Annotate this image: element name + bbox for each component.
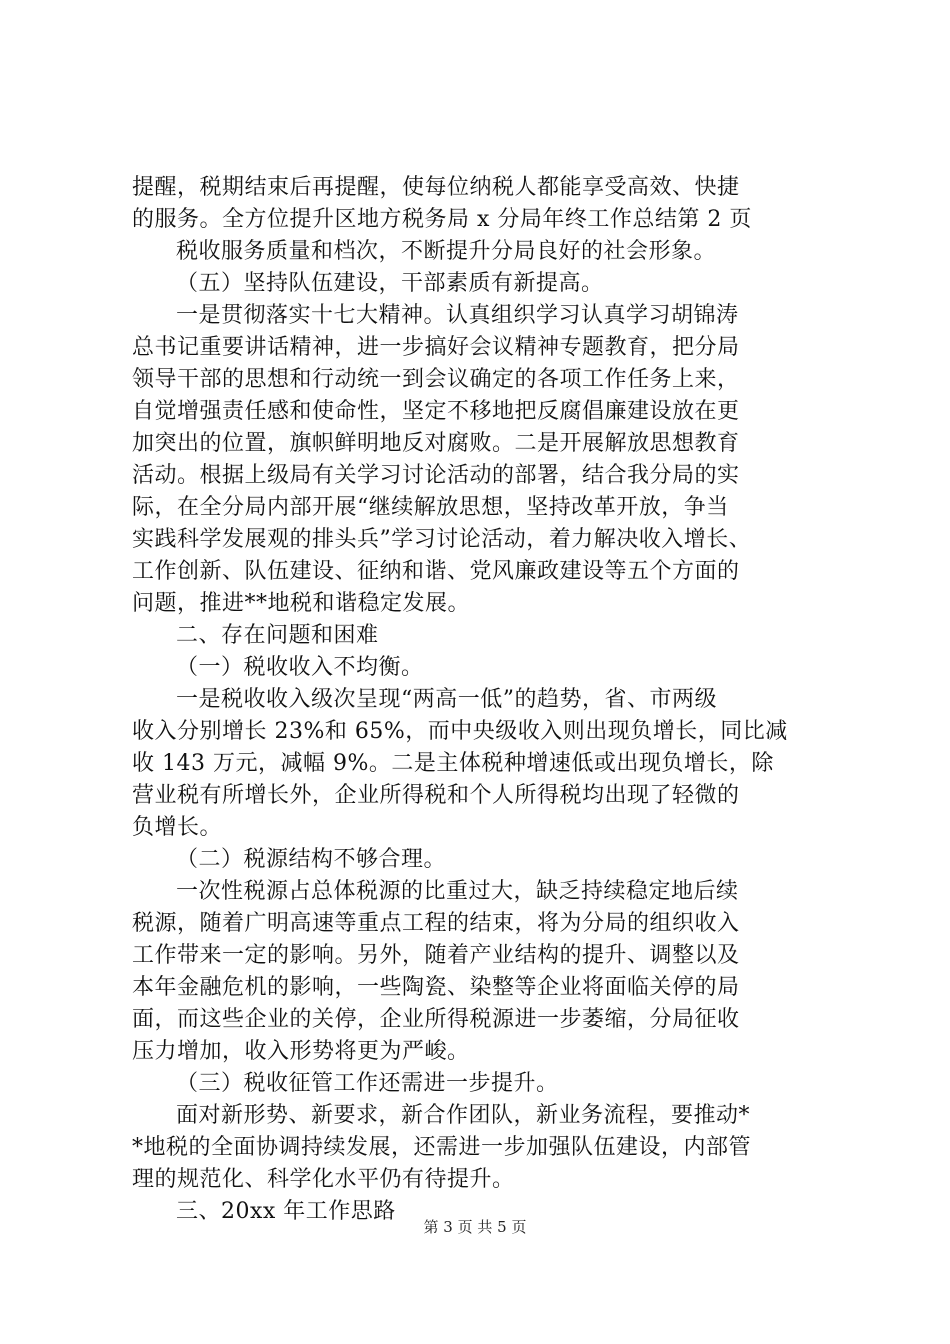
text-line: 压力增加，收入形势将更为严峻。 xyxy=(132,1039,470,1064)
text-line: 自觉增强责任感和使命性，坚定不移地把反腐倡廉建设放在更 xyxy=(132,399,740,424)
text-line: 一是税收收入级次呈现“两高一低”的趋势，省、市两级 xyxy=(176,687,717,712)
text-line: 实践科学发展观的排头兵”学习讨论活动，着力解决收入增长、 xyxy=(132,527,752,552)
text-line: （五）坚持队伍建设，干部素质有新提高。 xyxy=(176,271,604,296)
text-line: 工作创新、队伍建设、征纳和谐、党风廉政建设等五个方面的 xyxy=(132,559,740,584)
text-line: 营业税有所增长外，企业所得税和个人所得税均出现了轻微的 xyxy=(132,783,740,808)
text-line: （一）税收收入不均衡。 xyxy=(176,655,424,680)
text-line: 领导干部的思想和行动统一到会议确定的各项工作任务上来， xyxy=(132,367,740,392)
text-line: 加突出的位置，旗帜鲜明地反对腐败。二是开展解放思想教育 xyxy=(132,431,740,456)
text-line: *地税的全面协调持续发展，还需进一步加强队伍建设，内部管 xyxy=(132,1135,752,1160)
page-footer: 第 3 页 共 5 页 xyxy=(423,1218,527,1236)
document-body xyxy=(132,172,832,1228)
text-line: 三、20xx 年工作思路 xyxy=(176,1199,396,1224)
text-line: 工作带来一定的影响。另外，随着产业结构的提升、调整以及 xyxy=(132,943,740,968)
text-line: 面，而这些企业的关停，企业所得税源进一步萎缩，分局征收 xyxy=(132,1007,740,1032)
text-line: 的服务。全方位提升区地方税务局 x 分局年终工作总结第 2 页 xyxy=(132,207,752,232)
text-line: 负增长。 xyxy=(132,815,223,840)
text-line: （二）税源结构不够合理。 xyxy=(176,847,447,872)
text-line: 收 143 万元，减幅 9%。二是主体税种增速低或出现负增长，除 xyxy=(132,751,774,776)
text-line: 际，在全分局内部开展“继续解放思想，坚持改革开放，争当 xyxy=(132,495,729,520)
text-line: 一次性税源占总体税源的比重过大，缺乏持续稳定地后续 xyxy=(176,879,739,904)
text-line: 总书记重要讲话精神，进一步搞好会议精神专题教育，把分局 xyxy=(132,335,740,360)
text-line: 活动。根据上级局有关学习讨论活动的部署，结合我分局的实 xyxy=(132,463,740,488)
text-line: 收入分别增长 23%和 65%，而中央级收入则出现负增长，同比减 xyxy=(132,719,788,744)
text-line: （三）税收征管工作还需进一步提升。 xyxy=(176,1071,559,1096)
text-line: 一是贯彻落实十七大精神。认真组织学习认真学习胡锦涛 xyxy=(176,303,739,328)
text-line: 本年金融危机的影响，一些陶瓷、染整等企业将面临关停的局 xyxy=(132,975,740,1000)
text-line: 面对新形势、新要求，新合作团队，新业务流程，要推动* xyxy=(176,1103,751,1128)
text-line: 二、存在问题和困难 xyxy=(176,623,379,648)
text-line: 理的规范化、科学化水平仍有待提升。 xyxy=(132,1167,515,1192)
text-line: 税源，随着广明高速等重点工程的结束，将为分局的组织收入 xyxy=(132,911,740,936)
text-line: 税收服务质量和档次，不断提升分局良好的社会形象。 xyxy=(176,239,717,264)
text-line: 问题，推进**地税和谐稳定发展。 xyxy=(132,591,471,616)
text-line: 提醒，税期结束后再提醒，使每位纳税人都能享受高效、快捷 xyxy=(132,175,740,200)
